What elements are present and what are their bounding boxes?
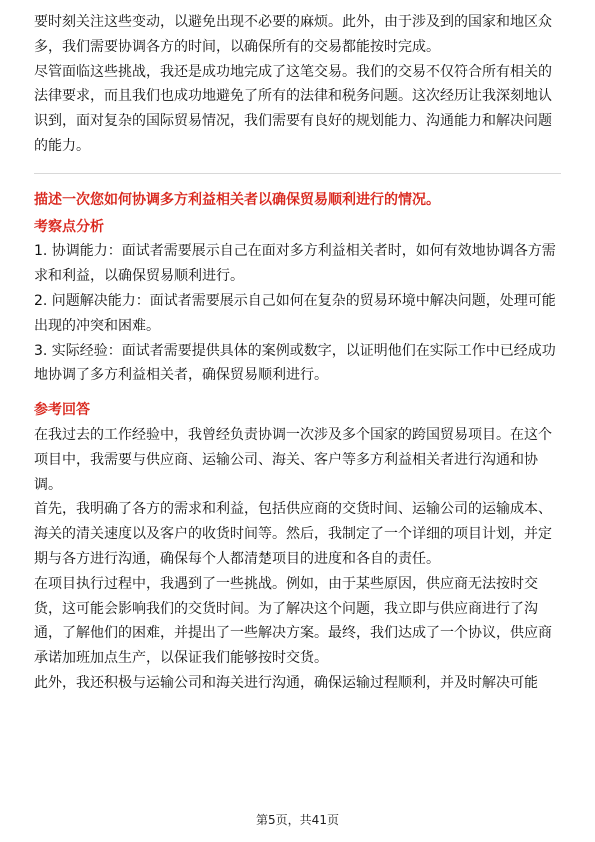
analysis-item: 2. 问题解决能力：面试者需要展示自己如何在复杂的贸易环境中解决问题，处理可能出现的冲突和困难。 — [34, 292, 556, 334]
page-content — [34, 0, 561, 696]
page-number: 第5页，共41页 — [256, 813, 339, 827]
answer-paragraph: 在我过去的工作经验中，我曾经负责协调一次涉及多个国家的跨国贸易项目。在这个项目中，我需要与供应商、运输公司、海关、客户等多方利益相关者进行沟通和协调。 — [34, 426, 552, 493]
analysis-item: 1. 协调能力：面试者需要展示自己在面对多方利益相关者时，如何有效地协调各方需求和利益，以确保贸易顺利进行。 — [34, 243, 556, 285]
answer-title: 参考回答 — [34, 402, 90, 419]
answer-paragraph: 在项目执行过程中，我遇到了一些挑战。例如，由于某些原因，供应商无法按时交货，这可能会影响我们的交货时间。为了解决这个问题，我立即与供应商进行了沟通，了解他们的困难，并提出了一些解决方案。最终，我们达成了一个协议，供应商承诺加班加点生产，以保证我们能够按时交货。 — [34, 575, 552, 667]
answer-paragraph: 首先，我明确了各方的需求和利益，包括供应商的交货时间、运输公司的运输成本、海关的清关速度以及客户的收货时间等。然后，我制定了一个详细的项目计划，并定期与各方进行沟通，确保每个人都清楚项目的进度和各自的责任。 — [34, 501, 552, 567]
analysis-item: 3. 实际经验：面试者需要提供具体的案例或数字，以证明他们在实际工作中已经成功地协调了多方利益相关者，确保贸易顺利进行。 — [34, 342, 556, 384]
body-paragraph: 要时刻关注这些变动，以避免出现不必要的麻烦。此外，由于涉及到的国家和地区众多，我们需要协调各方的时间，以确保所有的交易都能按时完成。 — [34, 14, 552, 55]
answer-paragraph: 此外，我还积极与运输公司和海关进行沟通，确保运输过程顺利，并及时解决可能 — [34, 674, 538, 691]
section-divider — [34, 173, 561, 174]
question-heading: 描述一次您如何协调多方利益相关者以确保贸易顺利进行的情况。 — [34, 191, 440, 208]
analysis-title: 考察点分析 — [34, 218, 104, 235]
body-paragraph: 尽管面临这些挑战，我还是成功地完成了这笔交易。我们的交易不仅符合所有相关的法律要求，而且我们也成功地避免了所有的法律和税务问题。这次经历让我深刻地认识到，面对复杂的国际贸易情况，我们需要有良好的规划能力、沟通能力和解决问题的能力。 — [34, 63, 552, 154]
